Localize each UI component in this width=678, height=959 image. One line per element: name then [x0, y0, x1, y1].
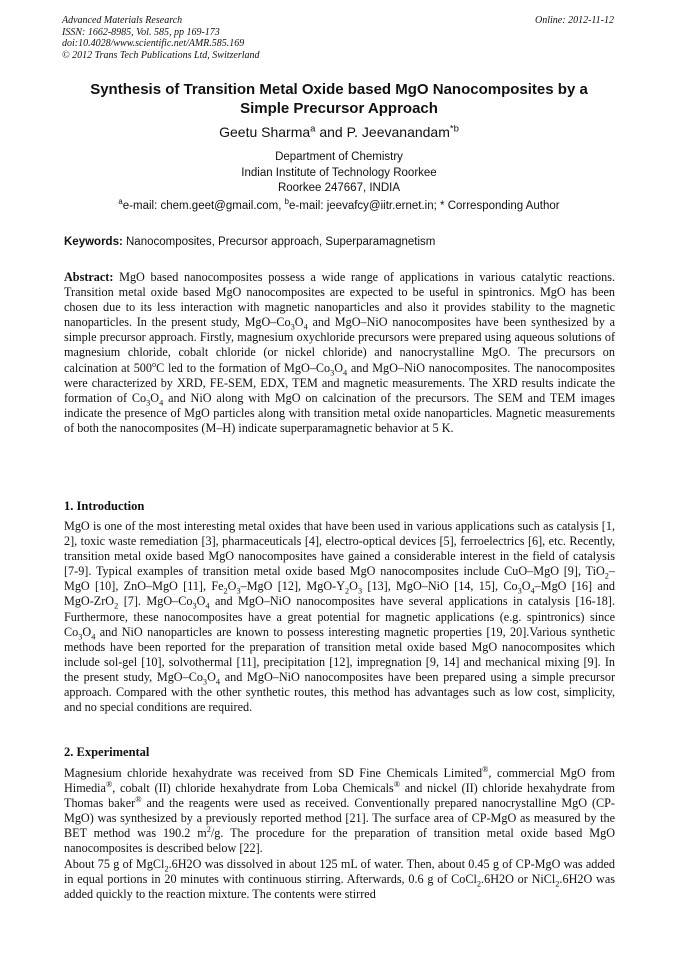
- title-line-1: Synthesis of Transition Metal Oxide based MgO Nanocomposites by a: [90, 81, 588, 98]
- email-a[interactable]: e-mail: chem.geet@gmail.com,: [122, 200, 285, 212]
- author-conjunction: and: [315, 124, 347, 140]
- copyright-line: © 2012 Trans Tech Publications Ltd, Switzerland: [62, 49, 260, 61]
- email-a-mark: a: [118, 197, 123, 207]
- author-line: [62, 124, 616, 140]
- section-heading-introduction: 1. Introduction: [64, 499, 145, 513]
- affiliation: [62, 150, 616, 197]
- journal-header: [62, 15, 260, 61]
- email-b[interactable]: e-mail: jeevafcy@iitr.ernet.in; * Corresponding Author: [289, 200, 560, 212]
- keywords: [64, 236, 616, 248]
- department: Department of Chemistry: [275, 151, 403, 163]
- abstract-text: MgO based nanocomposites possess a wide range of applications in various catalytic reactions. Transition metal oxide based MgO nanocomposites are expected to be useful in spintronics. MgO has been chosen due to its less interaction with magnetic nanoparticles and also it provides stability to the magnetic nanoparticles. In the present study, MgO–$Co_3O_4$ and MgO–NiO nanocomposites have been synthesized by a simple precursor approach. Firstly, magnesium oxychloride precursors were prepared using aqueous solutions of magnesium chloride, cobalt chloride (or nickel chloride) and nanocrystalline MgO. The precursors on calcination at 500$^o$C led to the formation of MgO–$Co_3O_4$ and MgO–NiO nanocomposites. The nanocomposites were characterized by XRD, FE-SEM, EDX, TEM and magnetic measurements. The XRD results indicate the formation of $Co_3O_4$ and NiO along with MgO on calcination of the precursors. The SEM and TEM images indicate the presence of MgO particles along with transition metal oxide nanoparticles. Magnetic measurements of both the nanocomposites (M–H) indicate superparamagnetic behavior at 5 K.: [64, 270, 616, 435]
- abstract-label: Abstract:: [64, 270, 114, 284]
- author-1: Geetu Sharma: [219, 124, 311, 140]
- email-b-mark: b: [284, 197, 290, 207]
- doi-line[interactable]: doi:10.4028/www.scientific.net/AMR.585.169: [62, 38, 245, 50]
- section-heading-experimental: 2. Experimental: [64, 745, 150, 759]
- author-2: P. Jeevanandam: [346, 124, 450, 140]
- issn-line: ISSN: 1662-8985, Vol. 585, pp 169-173: [62, 26, 220, 38]
- abstract: [64, 270, 615, 436]
- title-line-2: Simple Precursor Approach: [240, 100, 438, 117]
- author-1-mark: a: [310, 123, 316, 135]
- email-line: [62, 197, 616, 212]
- journal-name: Advanced Materials Research: [62, 15, 183, 26]
- institute: Indian Institute of Technology Roorkee: [241, 166, 437, 179]
- keywords-label: Keywords:: [64, 236, 123, 248]
- experimental-text: [64, 766, 615, 902]
- online-date: Online: 2012-11-12: [535, 15, 614, 26]
- experimental-paragraph-1: Magnesium chloride hexahydrate was received from SD Fine Chemicals Limited®, commercial MgO from Himedia®, cobalt (II) chloride hexahydrate from Loba Chemicals® and nickel (II) chloride hexahydrate from Thomas baker® and the reagents were used as received. Conventionally prepared nanocrystalline MgO (CP-MgO) was synthesized by a previously reported method [21]. The surface area of CP-MgO as measured by the BET method was 190.2 $m^2/g$. The procedure for the preparation of transition metal oxide based MgO nanocomposites is described below [22].: [64, 764, 615, 856]
- keywords-text: Nanocomposites, Precursor approach, Superparamagnetism: [122, 236, 436, 248]
- introduction-text: [64, 519, 615, 715]
- experimental-paragraph-2: About 75 g of MgCl$_2$.6H2O was dissolved in about 125 mL of water. Then, about 0.45 g of CP-MgO was added in equal portions in 20 minutes with continuous stirring. Afterwards, 0.6 g of CoCl$_2$.6H2O or NiCl$_2$.6H2O was added quickly to the reaction mixture. The contents were stirred: [64, 856, 615, 901]
- introduction-paragraph: MgO is one of the most interesting metal oxides that have been used in various applications such as catalysis [1, 2], toxic waste remediation [3], pharmaceuticals [4], electro-optical devices [5], ferroelectrics [6], etc. Recently, transition metal oxide based MgO nanocomposites have gained a considerable interest in the field of catalysis [7-9]. Typical examples of transition metal oxide based MgO nanocomposites include CuO–MgO [9], TiO$_2$–MgO [10], ZnO–MgO [11], $Fe_2O_3$–MgO [12], MgO-$Y_2O_3$ [13], MgO–NiO [14, 15], $Co_3O_4$–MgO [16] and MgO-ZrO$_2$ [7]. MgO–$Co_3O_4$ and MgO–NiO nanocomposites have several applications in catalysis [16-18]. Furthermore, these nanocomposites have a great potential for magnetic applications (e.g. spintronics) since $Co_3O_4$ and NiO nanoparticles are known to possess interesting magnetic properties [19, 20].Various synthetic methods have been reported for the preparation of transition metal oxide based MgO nanocomposites which include sol-gel [10], solvothermal [11], precipitation [12], impregnation [9, 14] and mechanical mixing [9]. In the present study, MgO–$Co_3O_4$ and MgO–NiO nanocomposites have been prepared using a simple precursor approach. Compared with the other synthetic routes, this method has advantages such as low cost, simplicity, and no special conditions are required.: [64, 519, 616, 715]
- paper-title: [62, 80, 616, 118]
- author-2-mark: *b: [449, 123, 459, 135]
- city-address: Roorkee 247667, INDIA: [277, 182, 401, 194]
